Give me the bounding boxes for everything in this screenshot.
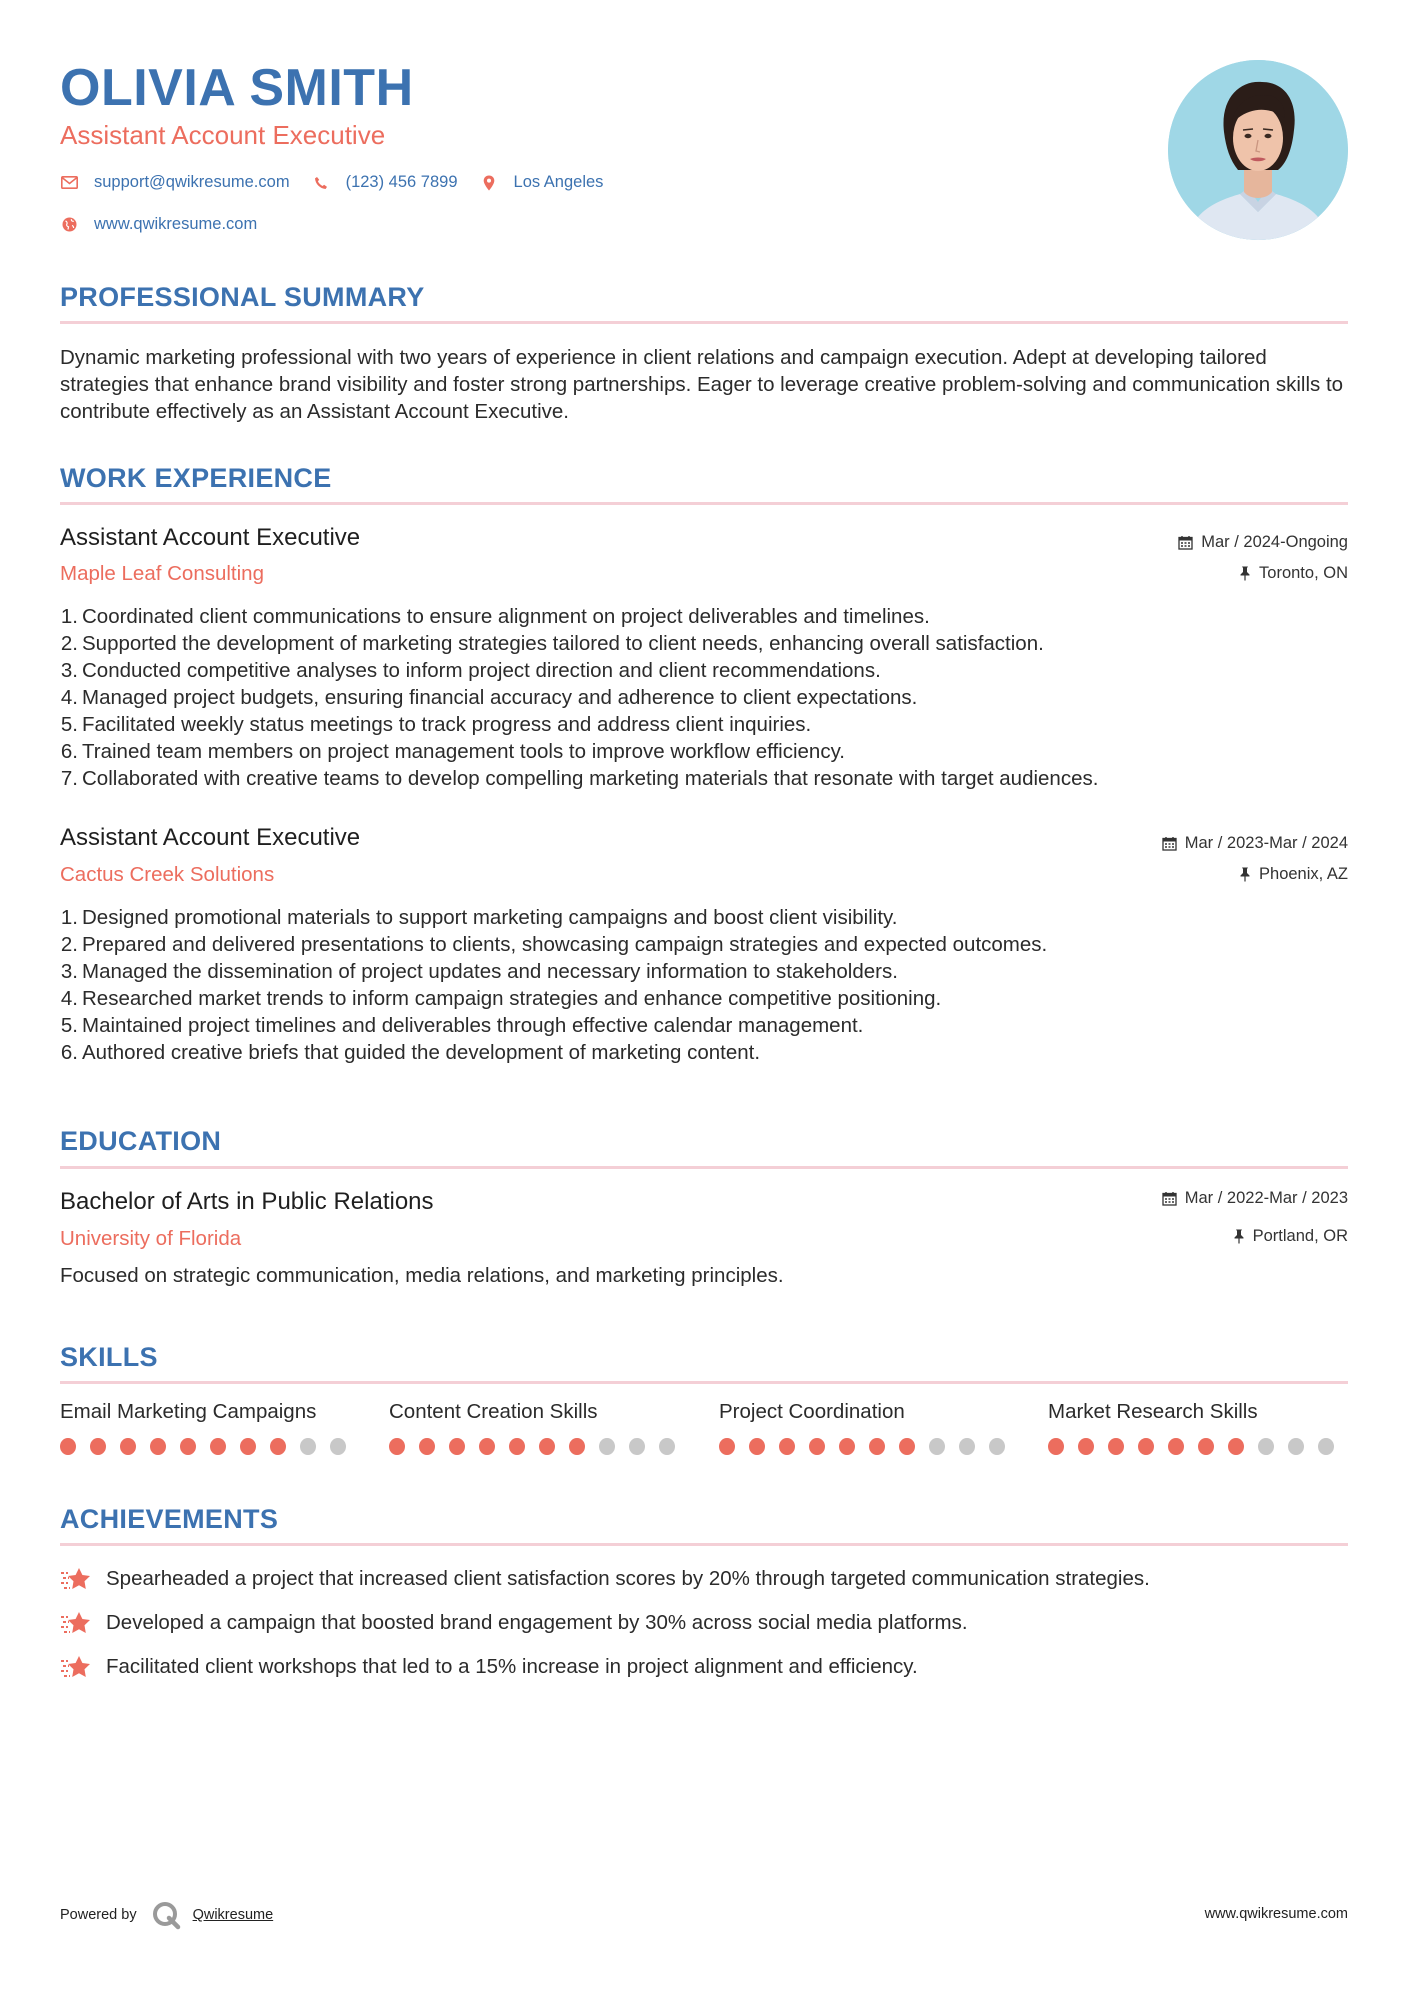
education-dates	[1162, 1189, 1348, 1208]
rating-dot-empty	[330, 1438, 346, 1455]
location-text: Los Angeles	[513, 173, 604, 191]
responsibility-text: Coordinated client communications to ensure alignment on project deliverables and timelines.	[82, 605, 930, 628]
list-number: 3.	[60, 960, 78, 983]
skill-name: Market Research Skills	[1048, 1400, 1258, 1423]
responsibility-item	[52, 931, 1352, 958]
job-2-company: Cactus Creek Solutions	[60, 863, 275, 886]
responsibility-text: Conducted competitive analyses to inform project direction and client recommendations.	[82, 659, 881, 682]
summary-heading: PROFESSIONAL SUMMARY	[60, 282, 425, 312]
rating-dot-filled	[899, 1438, 915, 1455]
responsibility-item	[52, 630, 1352, 657]
responsibility-item	[52, 958, 1352, 985]
skill-item	[60, 1400, 360, 1455]
rating-dot-filled	[1198, 1438, 1214, 1455]
rating-dot-filled	[1138, 1438, 1154, 1455]
achievement-text: Developed a campaign that boosted brand engagement by 30% across social media platforms.	[106, 1611, 968, 1634]
footer-website-link[interactable]: www.qwikresume.com	[1204, 1906, 1348, 1922]
education-description: Focused on strategic communication, media relations, and marketing principles.	[60, 1264, 784, 1287]
skill-rating	[1048, 1438, 1348, 1455]
contact-row-secondary	[60, 215, 279, 234]
rating-dot-empty	[989, 1438, 1005, 1455]
rating-dot-empty	[599, 1438, 615, 1455]
rating-dot-filled	[539, 1438, 555, 1455]
list-number: 5.	[60, 713, 78, 736]
job-2-responsibilities	[52, 904, 1352, 1066]
phone-number[interactable]: (123) 456 7899	[345, 173, 458, 191]
degree-title: Bachelor of Arts in Public Relations	[60, 1188, 434, 1215]
responsibility-text: Supported the development of marketing strategies tailored to client needs, enhancing overall satisfaction.	[82, 632, 1044, 655]
job-2-dates	[1162, 834, 1348, 853]
responsibility-item	[52, 711, 1352, 738]
rating-dot-empty	[1258, 1438, 1274, 1455]
summary-text: Dynamic marketing professional with two years of experience in client relations and campaign execution. Adept at developing tailored strategies that enhance brand visibility and foster strong partnerships. Eager to leverage creative problem-solving and communication skills to contribute effectively as an Assistant Account Executive.	[60, 346, 1344, 423]
calendar-icon	[1162, 1191, 1177, 1206]
rating-dot-empty	[659, 1438, 675, 1455]
skill-item	[719, 1400, 1019, 1455]
rating-dot-filled	[1048, 1438, 1064, 1455]
responsibility-text: Researched market trends to inform campaign strategies and enhance competitive positioning.	[82, 987, 942, 1010]
rating-dot-empty	[1288, 1438, 1304, 1455]
skill-rating	[389, 1438, 689, 1455]
summary-divider	[60, 321, 1348, 324]
rating-dot-empty	[929, 1438, 945, 1455]
email-link[interactable]: support@qwikresume.com	[94, 173, 290, 191]
rating-dot-filled	[1108, 1438, 1124, 1455]
achievement-text: Facilitated client workshops that led to a 15% increase in project alignment and efficiency.	[106, 1655, 918, 1678]
rating-dot-filled	[569, 1438, 585, 1455]
map-pin-icon	[480, 174, 498, 192]
list-number: 1.	[60, 605, 78, 628]
education-heading: EDUCATION	[60, 1126, 222, 1156]
education-date-text: Mar / 2022-Mar / 2023	[1184, 1189, 1348, 1207]
responsibility-text: Trained team members on project management tools to improve workflow efficiency.	[82, 740, 846, 763]
contact-row-primary	[60, 173, 625, 192]
rating-dot-filled	[180, 1438, 196, 1455]
skill-rating	[60, 1438, 360, 1455]
rating-dot-filled	[1168, 1438, 1184, 1455]
education-location	[1233, 1227, 1348, 1246]
rating-dot-empty	[959, 1438, 975, 1455]
job-1-date-text: Mar / 2024-Ongoing	[1201, 533, 1348, 551]
responsibility-text: Prepared and delivered presentations to clients, showcasing campaign strategies and expected outcomes.	[82, 933, 1048, 956]
profile-photo	[1168, 60, 1348, 240]
skill-item	[389, 1400, 689, 1455]
education-location-text: Portland, OR	[1252, 1227, 1348, 1245]
candidate-role: Assistant Account Executive	[60, 120, 386, 150]
rating-dot-empty	[300, 1438, 316, 1455]
skill-rating	[719, 1438, 1019, 1455]
rating-dot-empty	[629, 1438, 645, 1455]
skill-name: Email Marketing Campaigns	[60, 1400, 317, 1423]
pushpin-icon	[1239, 867, 1251, 882]
pushpin-icon	[1239, 566, 1251, 581]
list-number: 6.	[60, 1041, 78, 1064]
achievement-item	[60, 1565, 1150, 1593]
phone-icon	[312, 174, 330, 192]
achievement-item	[60, 1653, 918, 1681]
candidate-name: OLIVIA SMITH	[60, 59, 414, 117]
responsibility-item	[52, 657, 1352, 684]
responsibility-item	[52, 1039, 1352, 1066]
job-2-location	[1239, 865, 1348, 884]
rating-dot-filled	[419, 1438, 435, 1455]
responsibility-item	[52, 738, 1352, 765]
qwikresume-link[interactable]: Qwikresume	[192, 1907, 274, 1923]
skills-divider	[60, 1381, 1348, 1384]
job-1-title: Assistant Account Executive	[60, 524, 361, 551]
responsibility-item	[52, 904, 1352, 931]
rating-dot-filled	[150, 1438, 166, 1455]
rating-dot-filled	[389, 1438, 405, 1455]
powered-by-label: Powered by	[60, 1907, 137, 1923]
education-divider	[60, 1166, 1348, 1169]
star-badge-icon	[60, 1565, 92, 1593]
star-badge-icon	[60, 1653, 92, 1681]
pushpin-icon	[1233, 1229, 1245, 1244]
rating-dot-filled	[839, 1438, 855, 1455]
rating-dot-filled	[449, 1438, 465, 1455]
list-number: 4.	[60, 987, 78, 1010]
responsibility-item	[52, 684, 1352, 711]
star-badge-icon	[60, 1609, 92, 1637]
calendar-icon	[1162, 836, 1177, 851]
calendar-icon	[1178, 535, 1193, 550]
rating-dot-filled	[719, 1438, 735, 1455]
list-number: 7.	[60, 767, 78, 790]
achievements-divider	[60, 1543, 1348, 1546]
rating-dot-filled	[509, 1438, 525, 1455]
responsibility-text: Authored creative briefs that guided the development of marketing content.	[82, 1041, 761, 1064]
list-number: 1.	[60, 906, 78, 929]
skill-name: Content Creation Skills	[389, 1400, 598, 1423]
rating-dot-filled	[479, 1438, 495, 1455]
rating-dot-filled	[1228, 1438, 1244, 1455]
job-2-location-text: Phoenix, AZ	[1259, 865, 1348, 883]
rating-dot-filled	[779, 1438, 795, 1455]
skill-item	[1048, 1400, 1348, 1455]
responsibility-item	[52, 603, 1352, 630]
experience-heading: WORK EXPERIENCE	[60, 463, 332, 493]
responsibility-item	[52, 985, 1352, 1012]
skills-heading: SKILLS	[60, 1342, 158, 1372]
skill-name: Project Coordination	[719, 1400, 905, 1423]
job-2-date-text: Mar / 2023-Mar / 2024	[1184, 834, 1348, 852]
website-link[interactable]: www.qwikresume.com	[94, 215, 258, 233]
rating-dot-empty	[1318, 1438, 1334, 1455]
responsibility-text: Collaborated with creative teams to develop compelling marketing materials that resonate with target audiences.	[82, 767, 1099, 790]
rating-dot-filled	[60, 1438, 76, 1455]
qwikresume-logo-icon	[151, 1900, 181, 1930]
rating-dot-filled	[210, 1438, 226, 1455]
list-number: 2.	[60, 632, 78, 655]
achievement-text: Spearheaded a project that increased client satisfaction scores by 20% through targeted communication strategies.	[106, 1567, 1150, 1590]
globe-icon	[60, 216, 78, 234]
list-number: 5.	[60, 1014, 78, 1037]
job-1-dates	[1178, 533, 1348, 552]
list-number: 4.	[60, 686, 78, 709]
school-name: University of Florida	[60, 1227, 242, 1250]
job-1-company: Maple Leaf Consulting	[60, 562, 264, 585]
list-number: 6.	[60, 740, 78, 763]
job-1-responsibilities	[52, 603, 1352, 792]
rating-dot-filled	[1078, 1438, 1094, 1455]
achievements-heading: ACHIEVEMENTS	[60, 1504, 279, 1534]
rating-dot-filled	[120, 1438, 136, 1455]
rating-dot-filled	[270, 1438, 286, 1455]
footer-credit	[60, 1900, 273, 1930]
list-number: 3.	[60, 659, 78, 682]
job-1-location	[1239, 564, 1348, 583]
list-number: 2.	[60, 933, 78, 956]
experience-divider	[60, 502, 1348, 505]
job-1-location-text: Toronto, ON	[1259, 564, 1348, 582]
rating-dot-filled	[90, 1438, 106, 1455]
rating-dot-filled	[749, 1438, 765, 1455]
responsibility-text: Managed project budgets, ensuring financial accuracy and adherence to client expectations.	[82, 686, 918, 709]
rating-dot-filled	[240, 1438, 256, 1455]
job-2-title: Assistant Account Executive	[60, 824, 361, 851]
responsibility-text: Facilitated weekly status meetings to track progress and address client inquiries.	[82, 713, 812, 736]
rating-dot-filled	[809, 1438, 825, 1455]
rating-dot-filled	[869, 1438, 885, 1455]
responsibility-item	[52, 765, 1352, 792]
achievement-item	[60, 1609, 968, 1637]
responsibility-text: Designed promotional materials to support marketing campaigns and boost client visibility.	[82, 906, 898, 929]
envelope-icon	[60, 174, 78, 192]
responsibility-text: Maintained project timelines and deliverables through effective calendar management.	[82, 1014, 864, 1037]
responsibility-text: Managed the dissemination of project updates and necessary information to stakeholders.	[82, 960, 898, 983]
responsibility-item	[52, 1012, 1352, 1039]
